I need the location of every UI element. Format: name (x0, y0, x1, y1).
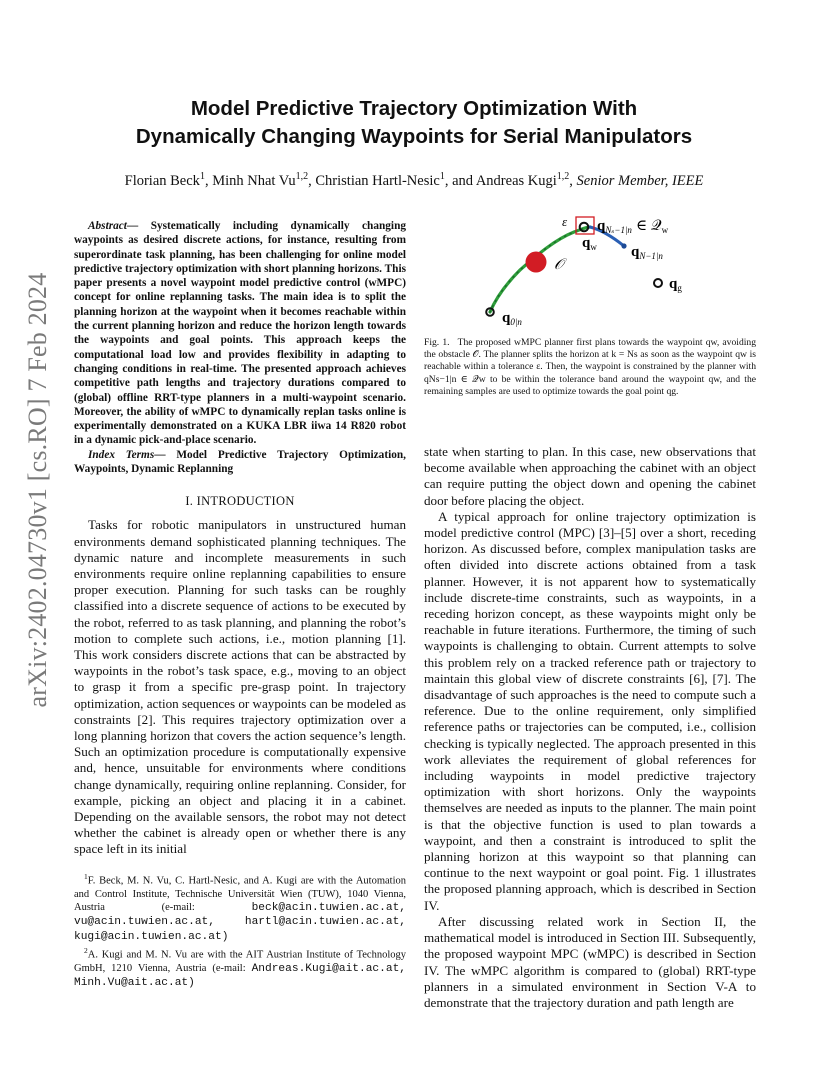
index-terms-label: Index Terms (88, 448, 155, 461)
epsilon-label: ε (562, 214, 568, 229)
index-terms (74, 448, 406, 477)
figure-1-diagram (424, 208, 756, 328)
author-2-affil: 1,2 (295, 171, 309, 182)
section-heading: I. INTRODUCTION (185, 494, 295, 509)
author-3: Christian Hartl-Nesic (315, 172, 440, 189)
abstract (74, 219, 406, 448)
author-4-affil: 1,2 (556, 171, 570, 182)
footnote-2-text: A. Kugi and M. N. Vu are with the AIT Austrian Institute of Technology GmbH, 1210 Vienna, Austria (e-mail: (74, 949, 406, 974)
caption-label: Fig. 1. (424, 337, 450, 348)
abstract-text: — Systematically including dynamically changing waypoints as desired discrete actions, for instance, resulting from superordinate task planning, has been challenging for online model predictive trajectory optimization with short planning horizons. This paper presents a novel waypoint model predictive control (wMPC) concept for online replanning tasks. The main idea is to split the planning horizon at the waypoint when it becomes reachable within the current planning horizon and reduce the horizon length towards the waypoints and goal points. This approach keeps the computational load low and provides flexibility in adapting to changing conditions in real-time. The presented approach achieves competitive path lengths and trajectory durations compared to (global) offline RRT-type planners in a multi-waypoint scenario. Moreover, the ability of wMPC to dynamically replan tasks online is experimentally demonstrated on a KUKA LBR iiwa 14 R820 robot in a dynamic pick-and-place scenario. (74, 220, 406, 447)
intro-paragraph-1: Tasks for robotic manipulators in unstructured human environments demand sophisticated planning techniques. The dynamic nature and incomplete measurements in such environments require online replanning capabilities to ensure proper execution. Planning for such tasks can be roughly classified into a discrete sequence of actions to be executed by the robot, referred to as task planning, and planning the robot’s motion to complete such actions, i.e., motion planning [1]. This work considers discrete actions that can be abstracted by waypoints in the robot’s task space, e.g., moving to an object to grasp it from a specific pre-grasp point. In trajectory optimization, action sequences or waypoints can be modeled as constraints [2]. This requires trajectory optimization over a long planning horizon that covers the action sequence’s length. Such an optimization procedure is computationally expensive and, hence, unsuitable for environments where conditions change dynamically, requiring online replanning. Consider, for example, picking an object and placing it in a cabinet. Depending on the available sensors, the robot may not detect whether the cabinet is already open or whether there is any space left in its initial (74, 517, 406, 857)
label-qg: $q_g$ (669, 276, 682, 293)
footnote-2-mark: 2 (84, 945, 88, 955)
goal-marker (654, 279, 662, 287)
author-1-affil: 1 (199, 171, 205, 182)
author-2: Minh Nhat Vu (212, 172, 296, 189)
right-paragraph-2: A typical approach for online trajectory optimization is model predictive control (MPC) [3]–[5] over a short, receding horizon. As discussed before, complex manipulation tasks are often divided into discrete actions obtained from a task planner. However, it is not apparent how to systematically include discrete-time constraints, such as waypoints, in a receding horizon concept, as these waypoints might only be reachable in future iterations. Furthermore, the timing of such waypoints is challenging to obtain. Current attempts to solve this problem rely on a tracked reference path or trajectory to maintain this global view of discrete constraints [6], [7]. The disadvantage of such approaches is the need to compute such a reference. Due to the online requirement, only simplified reference paths or trajectories can be computed, i.e., collision checking is typically neglected. The approach presented in this work alleviates the requirement of global references for including waypoints in model predictive trajectory optimization with short horizons. Only the waypoints themselves are needed as inputs to the planner. The main point is that the objective function is used to plan towards a waypoint, and then a constraint is introduced to split the planning horizon at this waypoint so that planning can continue to the next waypoint or goal point. Fig. 1 illustrates the proposed planning approach, which is described in Section IV. (424, 508, 756, 913)
footnote-1-emails: beck@acin.tuwien.ac.at, vu@acin.tuwien.ac.at, hartl@acin.tuwien.ac.at, kugi@acin.tuwien.ac.at) (74, 902, 406, 943)
label-qw: $q_w$ (582, 235, 597, 252)
right-paragraph-1: state when starting to plan. In this case, new observations that become available when approaching the cabinet with an object can require putting the object down and opening the cabinet door before placing the object. (424, 444, 756, 508)
right-column-text (424, 444, 756, 1011)
author-suffix: Senior Member, IEEE (576, 172, 704, 189)
figure-1 (424, 208, 756, 328)
caption-text: The proposed wMPC planner first plans towards the waypoint qw, avoiding the obstacle 𝒪. The planner splits the horizon at k = Ns as soon as the waypoint qw is reachable within a tolerance ε. Then, the waypoint is constrained by the planner with qNs−1|n ∈ 𝒬w to be within the tolerance band around the waypoint qw, and the remaining samples are used to optimize towards the goal point qg. (424, 337, 756, 397)
title-line-1: Model Predictive Trajectory Optimization With (190, 97, 638, 120)
arxiv-identifier: arXiv:2402.04730v1 [cs.RO] 7 Feb 2024 (23, 272, 52, 708)
abstract-label: Abstract (88, 220, 127, 232)
author-list: Florian Beck$^1$, Minh Nhat Vu$^{1,2}$, Christian Hartl-Nesic$^1$, and Andreas Kugi$^{1,2}$, Senior Member, IEEE (124, 171, 704, 189)
footnote-2 (74, 944, 406, 990)
figure-1-caption (424, 337, 756, 398)
right-paragraph-3: After discussing related work in Section II, the mathematical model is introduced in Section III. Subsequently, the proposed waypoint MPC (wMPC) is described in Section IV. The wMPC algorithm is compared to (global) RRT-type planners in a simulated environment in Section V-A to demonstrate that the trajectory duration and path length are (424, 913, 756, 1010)
footnote-1-mark: 1 (84, 872, 88, 881)
title-line-2: Dynamically Changing Waypoints for Serial Manipulators (135, 125, 693, 148)
label-q0: $q_{0|n}$ (502, 310, 522, 327)
author-4: and Andreas Kugi (452, 172, 557, 189)
author-3-affil: 1 (439, 171, 445, 182)
footnote-2-emails: Andreas.Kugi@ait.ac.at, Minh.Vu@ait.ac.at) (74, 962, 406, 990)
author-1: Florian Beck (124, 172, 200, 189)
footnotes (74, 870, 406, 990)
obstacle-label: 𝒪 (554, 257, 564, 273)
obstacle-circle (526, 252, 547, 273)
arxiv-sidebar (20, 272, 56, 708)
footnote-1-text: F. Beck, M. N. Vu, C. Hartl-Nesic, and A. Kugi are with the Automation and Control Institute, Technische Universität Wien (TUW), 1040 Vienna, Austria (e-mail: (74, 875, 406, 914)
index-terms-text: — Model Predictive Trajectory Optimization, Waypoints, Dynamic Replanning (74, 448, 406, 476)
tail-end-dot (621, 243, 626, 248)
label-qN: $q_{N-1|n}$ (631, 244, 663, 261)
paper-title (0, 95, 828, 151)
left-column (74, 219, 406, 858)
label-qNs: $q_{N_s-1|n}$ ∈ 𝒬$_w$ (597, 218, 669, 235)
footnote-1 (74, 870, 406, 944)
